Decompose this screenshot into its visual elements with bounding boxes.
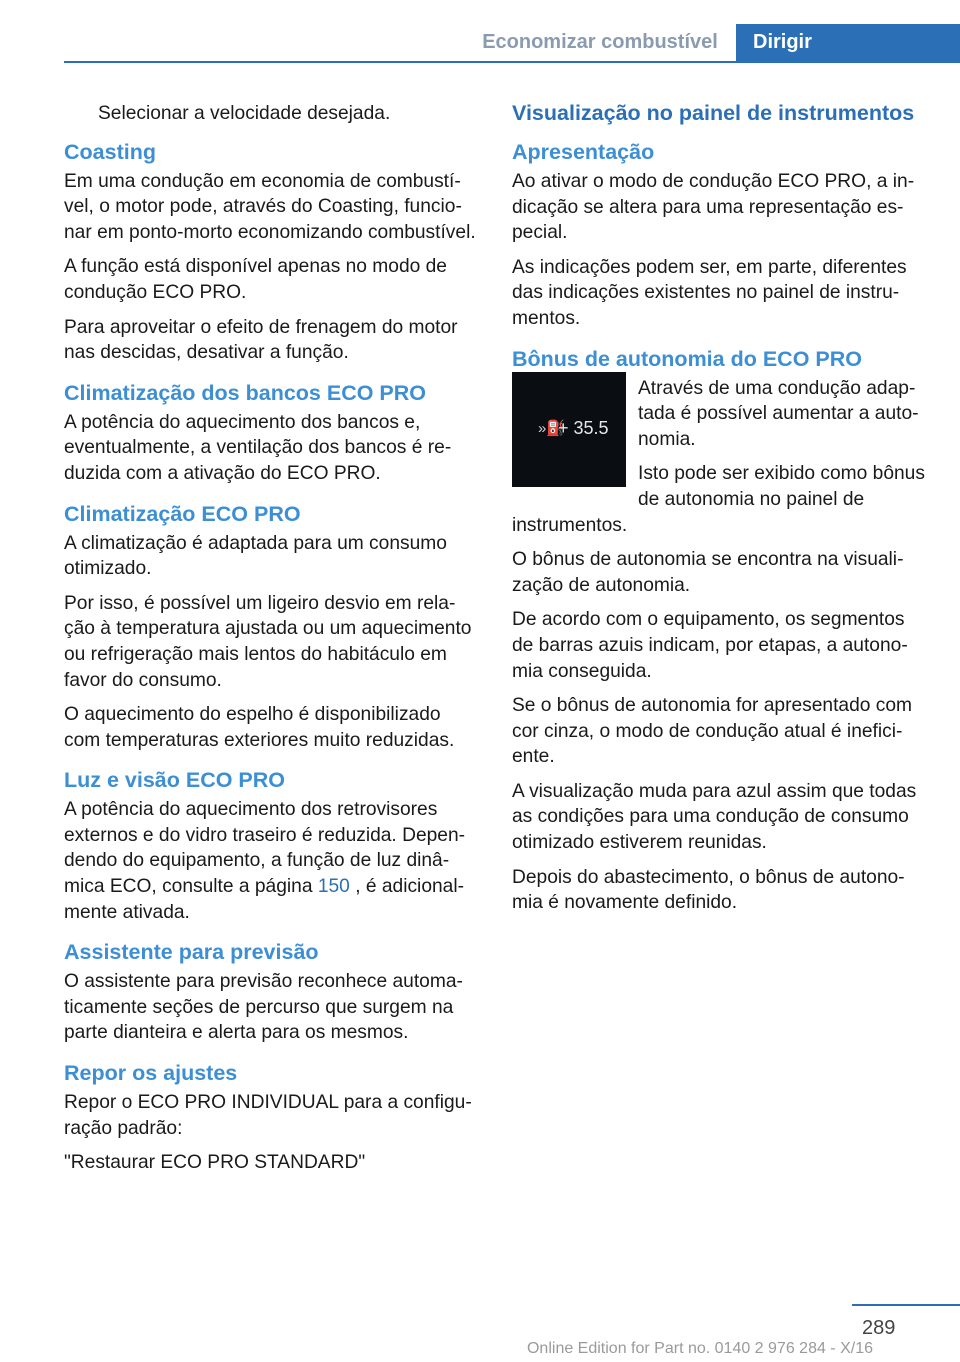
paragraph (64, 797, 478, 925)
paragraph: Por isso, é possível um ligeiro desvio em relação à temperatura ajustada ou um aquecimento ou refrigeração mais lentos do habitáculo em favor do consumo. (64, 592, 472, 691)
heading-light-visibility: Luz e visão ECO PRO (64, 768, 286, 793)
paragraph: "Restaurar ECO PRO STANDARD" (64, 1152, 366, 1174)
paragraph: O assistente para previsão reconhece automaticamente seções de percurso que surgem na parte dianteira e alerta para os mesmos. (64, 971, 463, 1044)
heading-instrument-display: Visualização no painel de instrumentos (512, 101, 915, 125)
paragraph: Se o bônus de autonomia for apresentado com cor cinza, o modo de condução atual é ineficiente. (512, 695, 913, 768)
paragraph: A potência do aquecimento dos bancos e, eventualmente, a ventilação dos bancos é reduzida com a ativação do ECO PRO. (64, 411, 452, 484)
intro-step: Selecionar a velocidade desejada. (98, 103, 391, 124)
heading-presentation: Apresentação (512, 140, 655, 164)
heading-coasting: Coasting (64, 139, 156, 164)
paragraph: A função está disponível apenas no modo de condução ECO PRO. (64, 256, 447, 303)
paragraph: A climatização é adaptada para um consumo otimizado. (64, 532, 447, 580)
footer-rule (852, 1304, 960, 1306)
heading-range-bonus: Bônus de autonomia do ECO PRO (512, 346, 862, 371)
paragraph: Isto pode ser exibido como bônus de autonomia no painel de (638, 463, 925, 510)
page-link[interactable]: 150 (317, 876, 350, 898)
paragraph: O aquecimento do espelho é disponibilizado com temperaturas exteriores muito reduzidas. (64, 704, 455, 751)
left-column (64, 101, 478, 1185)
paragraph: Através de uma condução adaptada é possível aumentar a autonomia. (638, 377, 919, 450)
paragraph: As indicações podem ser, em parte, diferentes das indicações existentes no painel de instrumentos. (512, 256, 907, 329)
paragraph: Depois do abastecimento, o bônus de autonomia é novamente definido. (512, 866, 905, 914)
heading-seat-climate: Climatização dos bancos ECO PRO (64, 380, 427, 405)
paragraph: Em uma condução em economia de combustível, o motor pode, através do Coasting, funcionar em ponto-morto economizando combustível. (64, 170, 476, 243)
paragraph: A visualização muda para azul assim que todas as condições para uma condução de consumo otimizado estiverem reunidas. (512, 780, 917, 854)
paragraph: O bônus de autonomia se encontra na visualização de autonomia. (512, 549, 904, 596)
range-bonus-value: + 35.5 (558, 417, 609, 438)
page-number: 289 (862, 1317, 896, 1339)
range-bonus-display-image (512, 372, 626, 487)
right-column (512, 101, 926, 925)
header-chapter-tab (736, 24, 960, 62)
header-section-title: Economizar combustível (482, 31, 718, 53)
heading-forecast-assistant: Assistente para previsão (64, 940, 319, 965)
paragraph: Ao ativar o modo de condução ECO PRO, a indicação se altera para uma representação especial. (512, 171, 915, 244)
edition-footer: Online Edition for Part no. 0140 2 976 284 - X/16 (526, 1340, 873, 1357)
header-rule (64, 61, 960, 63)
paragraph: De acordo com o equipamento, os segmentos de barras azuis indicam, por etapas, a autonomia conseguida. (512, 609, 908, 682)
header-chapter-label: Dirigir (753, 31, 812, 53)
fuel-pump-arrows-icon: »⛽ (538, 419, 566, 437)
paragraph: Para aproveitar o efeito de frenagem do motor nas descidas, desativar a função. (64, 316, 458, 364)
heading-reset-settings: Repor os ajustes (64, 1061, 238, 1086)
heading-climate-control: Climatização ECO PRO (64, 501, 301, 526)
text: A potência do aquecimento dos retrovisores externos e do vidro traseiro é reduzida. Dependendo do equipamento, a função de luz dinâmica ECO, consulte a página (64, 799, 466, 898)
paragraph: instrumentos. (512, 514, 628, 536)
range-bonus-section (512, 346, 926, 539)
text: , é adicionalmente ativada. (64, 876, 464, 923)
paragraph: Repor o ECO PRO INDIVIDUAL para a configuração padrão: (64, 1092, 472, 1139)
